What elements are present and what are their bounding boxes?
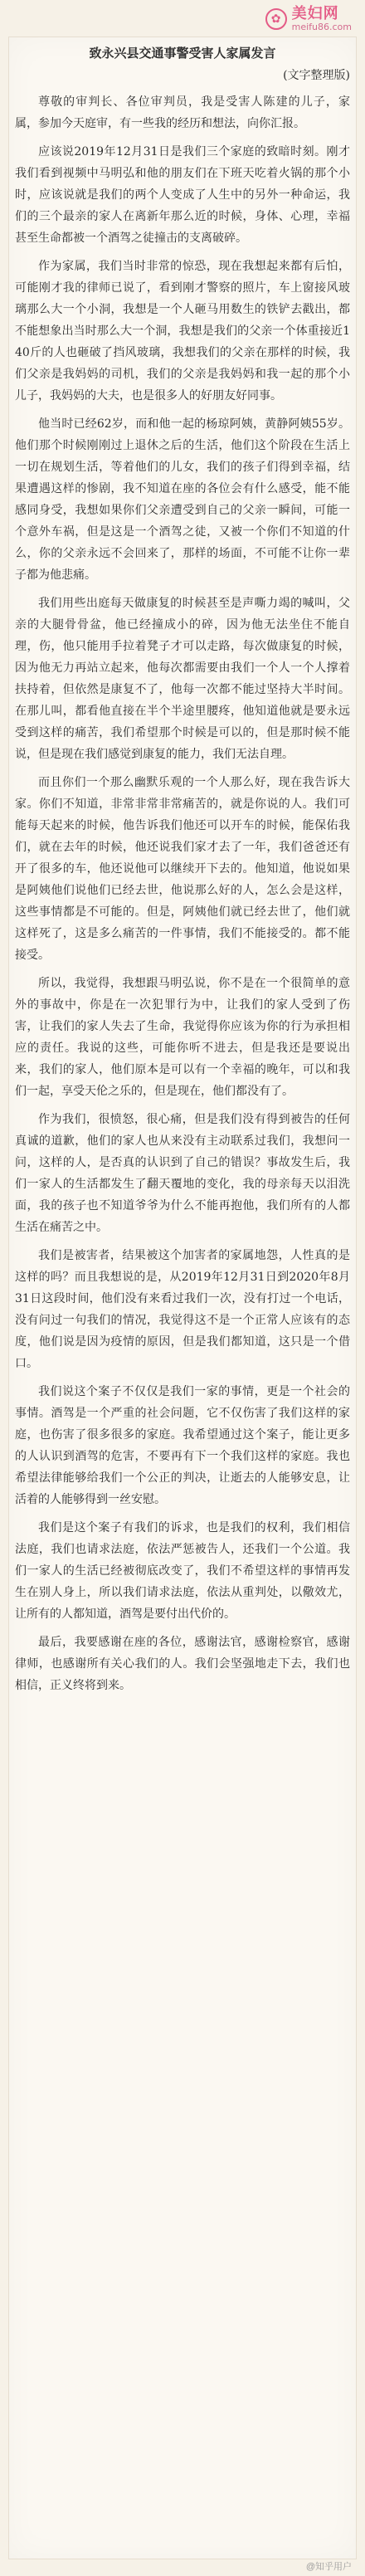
brand-text — [292, 7, 352, 32]
document-paragraph: 应该说2019年12月31日是我们三个家庭的致暗时刻。刚才我们看到视频中马明弘和他的朋友们在下班天吃着火锅的那个小时，应该说就是我们的两个人变成了人生中的另外一种命运，我们的三个最亲的家人在离新年那么近的时候，身体、心理，幸福甚至生命都被一个酒驾之徒撞击的支离破碎。 — [15, 145, 350, 245]
document-title: 致永兴县交通事警受害人家属发言 — [89, 46, 276, 61]
document-paragraph: 我们是这个案子有我们的诉求，也是我们的权利，我们相信法庭，我们也请求法庭，依法严惩被告人，还我们一个公道。我们一家人的生活已经被彻底改变了，我们不希望这样的事情再发生在别人身上，所以我们请求法庭，依法从重判处，以儆效尤，让所有的人都知道，酒驾是要付出代价的。 — [15, 1521, 350, 1621]
document-content — [15, 43, 350, 1703]
document-paragraph: 作为家属，我们当时非常的惊恐，现在我想起来都有后怕，可能刚才我的律师已说了，看到刚才警察的照片，车上窗接风玻璃那么大一个小洞，我想是一个人砸马用数生的铁铲去戳出，都不能想象出当时那么大一个洞，我想是我们的父亲一个体重接近140斤的人也砸破了挡风玻璃，我想我们的父亲在那样的时候，我们父亲是我妈妈的司机，我们的父亲是我妈妈和我一起的那个小儿子，我妈妈的大夫，也是很多人的好朋友好同事。 — [15, 260, 350, 402]
document-paragraph: 而且你们一个那么幽默乐观的一个人那么好，现在我告诉大家。你们不知道，非常非常非常痛苦的，就是你说的人。我们可能每天起来的时候，他告诉我们他还可以开车的时候，能保佑我们，就在去年的时候，他还说我们家才去了一年，我们爸爸还有开了很多的车，他还说他可以继续开下去的。他知道，他说如果是阿姨他们说他们已经去世，他说那么好的人，怎么会是这样，这些事情都是不可能的。但是，阿姨他们就已经去世了，他们就这样死了，这是多么痛苦的一件事情，我们不能接受的。都不能接受。 — [15, 776, 350, 962]
document-paragraph: 尊敬的审判长、各位审判员，我是受害人陈建的儿子，家属，参加今天庭审，有一些我的经历和想法，向你汇报。 — [15, 95, 350, 130]
brand-name: 美妇网 — [291, 5, 339, 22]
document-paragraph: 我们用些出庭每天做康复的时候甚至是声嘶力竭的喊叫，父亲的大腿骨骨盆，他已经撞成小的碎，因为他无法坐住不能自理，伤，他只能用手拉着凳子才可以走路，每次做康复的时候，因为他无力再站立起来，他每次都需要由我们一个人一个人撑着扶持着，但依然是康复不了，他每一次都不能过坚持大半时间。在那儿叫，都看他直接在半个半途里腰疼，他知道他就是要永远受到这样的痛苦，我们希望那个时候是可以的，但是那时候不能说，但是现在我们感觉到康复的能力，我们无法自理。 — [15, 597, 350, 761]
document-paragraph: 我们是被害者，结果被这个加害者的家属地怨，人性真的是这样的吗？而且我想说的是，从2019年12月31日到2020年8月31日这段时间，他们没有来看过我们一次，没有打过一个电话，没有问过一句我们的情况，我觉得这不是一个正常人应该有的态度，他们说是因为疫情的原因，但是我们都知道，这只是一个借口。 — [15, 1249, 350, 1370]
document-paragraph: 所以，我觉得，我想跟马明弘说，你不是在一个很简单的意外的事故中，你是在一次犯罪行为中，让我们的家人受到了伤害，让我们的家人失去了生命，我觉得你应该为你的行为承担相应的责任。我说的这些，可能你听不进去，但是我还是要说出来，我们的家人，他们原本是可以有一个幸福的晚年，可以和我们一起，享受天伦之乐的，但是现在，他们都没有了。 — [15, 977, 350, 1098]
document-paragraph: 作为我们，很愤怒，很心痛，但是我们没有得到被告的任何真诚的道歉，他们的家人也从来没有主动联系过我们，我想问一问，这样的人，是否真的认识到了自己的错误？事故发生后，我们一家人的生活都发生了翻天覆地的变化，我的母亲每天以泪洗面，我的孩子也不知道爷爷为什么不能再抱他，我们所有的人都生活在痛苦之中。 — [15, 1113, 350, 1234]
site-logo[interactable] — [265, 7, 352, 32]
paragraph-list — [15, 91, 350, 1696]
document-subtitle: (文字整理版) — [283, 69, 350, 82]
flower-icon: ✿ — [265, 8, 287, 30]
document-paragraph: 我们说这个案子不仅仅是我们一家的事情，更是一个社会的事情。酒驾是一个严重的社会问题，它不仅伤害了我们这样的家庭，也伤害了很多很多的家庭。我希望通过这个案子，能让更多的人认识到酒驾的危害，不要再有下一个我们这样的家庭。我也希望法律能够给我们一个公正的判决，让逝去的人能够安息，让活着的人能够得到一丝安慰。 — [15, 1385, 350, 1506]
watermark-text: @知乎用户 — [305, 2562, 352, 2572]
brand-url: meifu86.com — [291, 21, 352, 32]
document-paragraph: 最后，我要感谢在座的各位，感谢法官，感谢检察官，感谢律师，也感谢所有关心我们的人。我们会坚强地走下去，我们也相信，正义终将到来。 — [15, 1636, 350, 1692]
document-paragraph: 他当时已经62岁，而和他一起的杨琼阿姨，黄静阿姨55岁。他们那个时候刚刚过上退休之后的生活，他们这个阶段在生活上一切在规划生活，等着他们的儿女，我们的孩子们得到幸福，结果遭遇这样的惨剧，我不知道在座的各位会有什么感受，能不能感同身受，我想如果你们父亲遭受到自己的父亲一瞬间，可能一个意外车祸，但是这是一个酒驾之徒，又被一个你们不知道的什么，你的父亲永远不会回来了，那样的场面，不可能不让你一辈子都为他悲痛。 — [15, 417, 350, 582]
